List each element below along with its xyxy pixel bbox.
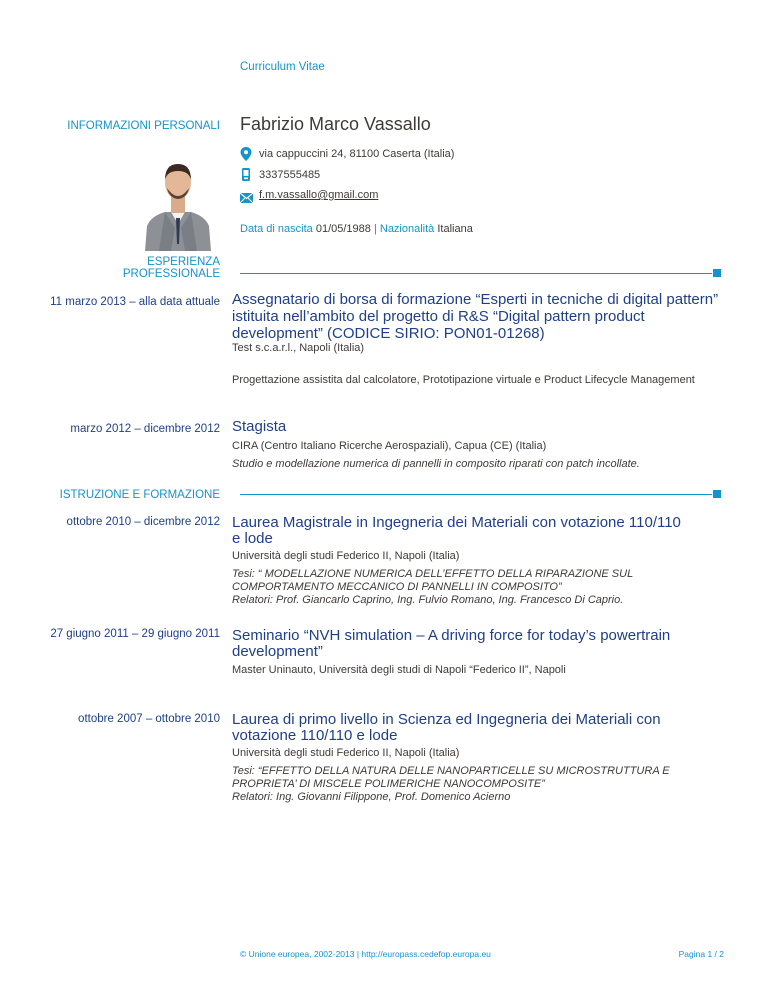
education-2-title-line-1: Seminario “NVH simulation – A driving force for today’s powertrain [232, 627, 671, 644]
experience-1-title: Assegnatario di borsa di formazione “Esperti in tecniche di digital pattern” istituita nell’ambito del progetto di R&S “Digital pattern product development” (CODICE SIRIO: PON01-01268) [232, 291, 719, 342]
separator: | [373, 223, 377, 235]
education-3-note-line-2: PROPRIETA’ DI MISCELE POLIMERICHE NANOCOMPOSITE” [232, 778, 545, 790]
education-1-title-line-2: e lode [232, 530, 273, 547]
experience-2-dates: marzo 2012 – dicembre 2012 [70, 423, 220, 435]
education-1-note-line-2: COMPORTAMENTO MECCANICO DI PANNELLI IN COMPOSITO” [232, 581, 562, 593]
education-1-dates: ottobre 2010 – dicembre 2012 [66, 516, 220, 528]
email-link[interactable]: f.m.vassallo@gmail.com [259, 189, 379, 201]
location-pin-icon [240, 147, 252, 159]
education-2-dates: 27 giugno 2011 – 29 giugno 2011 [50, 628, 220, 640]
section-label-experience-2: PROFESSIONALE [122, 268, 220, 280]
education-3-note-line-3: Relatori: Ing. Giovanni Filippone, Prof. Domenico Acierno [232, 791, 511, 803]
education-1-org: Università degli studi Federico II, Napoli (Italia) [232, 550, 460, 562]
section-divider-experience [240, 273, 712, 274]
experience-2-desc: Studio e modellazione numerica di pannelli in composito riparati con patch incollate. [232, 458, 640, 470]
profile-photo [137, 152, 219, 251]
education-2-title-line-2: development” [232, 643, 323, 660]
birth-label: Data di nascita [240, 223, 313, 235]
phone-icon [240, 168, 252, 180]
footer-copyright[interactable]: © Unione europea, 2002-2013 | http://europass.cedefop.europa.eu [240, 949, 491, 959]
experience-1-org: Test s.c.a.r.l., Napoli (Italia) [232, 342, 365, 354]
birth-nationality-line [240, 223, 473, 235]
education-1-note-line-1: Tesi: “ MODELLAZIONE NUMERICA DELL’EFFETTO DELLA RIPARAZIONE SUL [232, 568, 634, 580]
email-envelope-icon [240, 190, 252, 202]
experience-1-desc: Progettazione assistita dal calcolatore, Prototipazione virtuale e Product Lifecycle Management [232, 374, 695, 386]
education-3-note-line-1: Tesi: “EFFETTO DELLA NATURA DELLE NANOPARTICELLE SU MICROSTRUTTURA E [232, 765, 670, 777]
nationality-label: Nazionalità [379, 223, 435, 235]
section-label-education: ISTRUZIONE E FORMAZIONE [59, 489, 220, 501]
footer-page-number: Pagina 1 / 2 [678, 949, 724, 959]
education-1-note-line-3: Relatori: Prof. Giancarlo Caprino, Ing. Fulvio Romano, Ing. Francesco Di Caprio. [232, 594, 624, 606]
document-title: Curriculum Vitae [240, 61, 325, 73]
education-3-title-line-2: votazione 110/110 e lode [232, 727, 398, 744]
section-label-experience-1: ESPERIENZA [147, 256, 220, 268]
section-marker-education [713, 490, 721, 498]
education-3-title-line-1: Laurea di primo livello in Scienza ed Ingegneria dei Materiali con [232, 711, 661, 728]
education-1-title-line-1: Laurea Magistrale in Ingegneria dei Materiali con votazione 110/110 [232, 514, 681, 531]
birth-value: 01/05/1988 [315, 223, 371, 235]
section-divider-education [240, 494, 712, 495]
experience-2-title: Stagista [232, 418, 287, 435]
education-3-dates: ottobre 2007 – ottobre 2010 [78, 713, 220, 725]
experience-2-org: CIRA (Centro Italiano Ricerche Aerospaziali), Capua (CE) (Italia) [232, 440, 547, 452]
address-text: via cappuccini 24, 81100 Caserta (Italia) [259, 148, 455, 160]
education-2-org: Master Uninauto, Università degli studi di Napoli “Federico II”, Napoli [232, 664, 566, 676]
experience-1-dates: 11 marzo 2013 – alla data attuale [50, 296, 220, 308]
nationality-value: Italiana [437, 223, 473, 235]
phone-text: 3337555485 [259, 169, 321, 181]
full-name: Fabrizio Marco Vassallo [240, 114, 431, 134]
section-marker-experience [713, 269, 721, 277]
section-label-personal: INFORMAZIONI PERSONALI [67, 120, 220, 132]
education-3-org: Università degli studi Federico II, Napoli (Italia) [232, 747, 460, 759]
